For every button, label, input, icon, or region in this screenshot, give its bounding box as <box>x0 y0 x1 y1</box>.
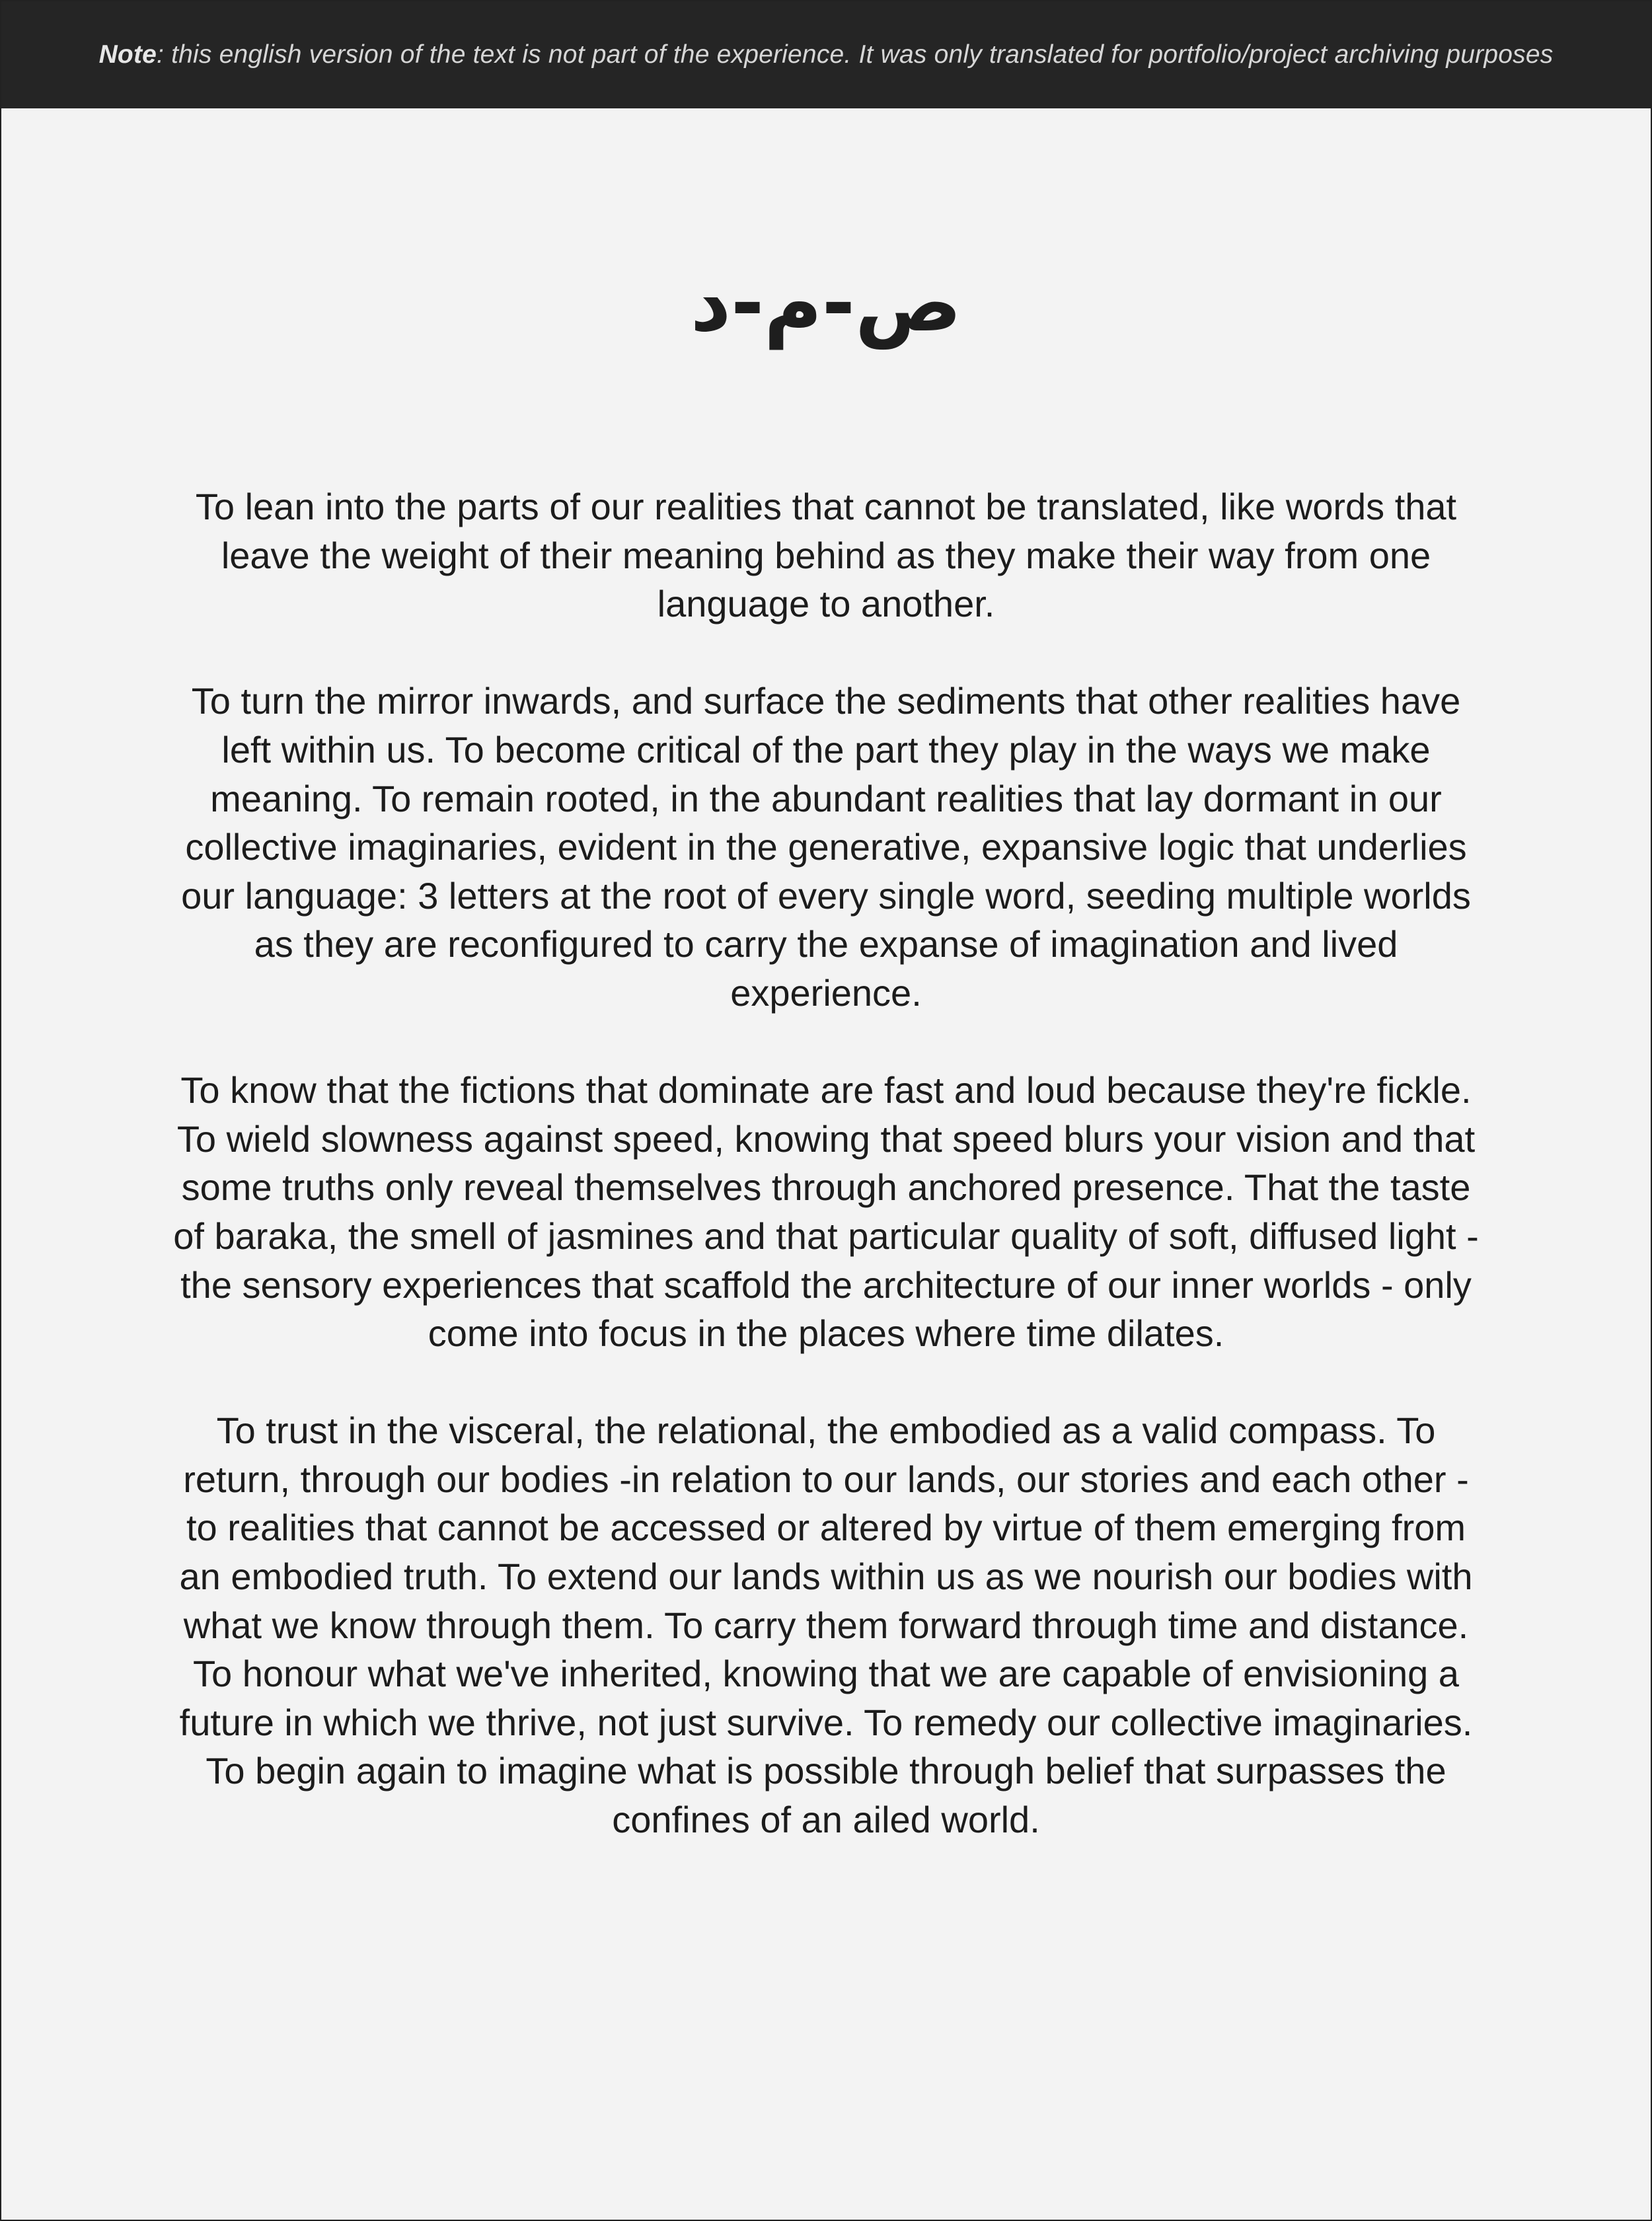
translation-note <box>99 40 1554 69</box>
paragraph-1: To lean into the parts of our realities that cannot be translated, like words that leave the weight of their meaning behind as they make their way from one language to another. <box>195 486 1457 625</box>
note-label: Note <box>98 40 157 69</box>
note-text: : this english version of the text is not part of the experience. It was only translated for portfolio/project archiving purposes <box>157 40 1554 69</box>
paragraph-3: To know that the fictions that dominate are fast and loud because they're fickle. To wield slowness against speed, knowing that speed blurs your vision and that some truths only reveal themselves through anchored presence. That the taste of baraka, the smell of jasmines and that particular quality of soft, diffused light - the sensory experiences that scaffold the architecture of our inner worlds - only come into focus in the places where time dilates. <box>173 1069 1479 1355</box>
manifesto-text <box>167 482 1485 1844</box>
page-title: ص-م-د <box>690 258 962 350</box>
paragraph-4: To trust in the visceral, the relational, the embodied as a valid compass. To return, through our bodies -in relation to our lands, our stories and each other - to realities that cannot be accessed or altered by virtue of them emerging from an embodied truth. To extend our lands within us as we nourish our bodies with what we know through them. To carry them forward through time and distance. To honour what we've inherited, knowing that we are capable of envisioning a future in which we thrive, not just survive. To remedy our collective imaginaries. To begin again to imagine what is possible through belief that surpasses the confines of an ailed world. <box>179 1410 1473 1841</box>
paragraph-2: To turn the mirror inwards, and surface the sediments that other realities have left within us. To become critical of the part they play in the ways we make meaning. To remain rooted, in the abundant realities that lay dormant in our collective imaginaries, evident in the generative, expansive logic that underlies our language: 3 letters at the root of every single word, seeding multiple worlds as they are reconfigured to carry the expanse of imagination and lived experience. <box>181 680 1471 1014</box>
translation-note-bar <box>1 1 1651 108</box>
